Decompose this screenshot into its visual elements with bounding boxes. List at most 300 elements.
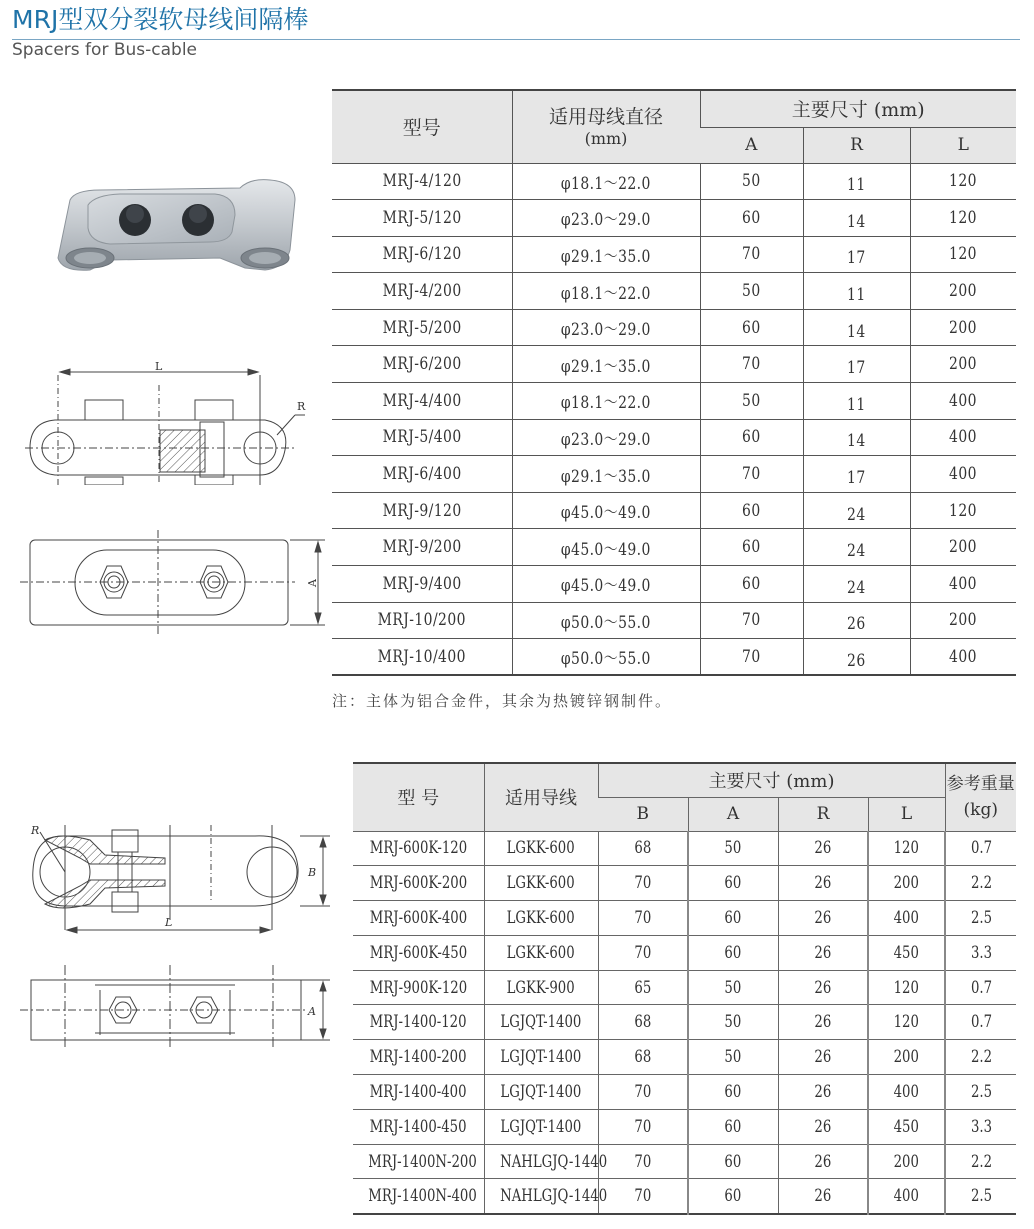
cell-l-text: 400 [949,646,978,667]
table-row [353,935,1016,970]
cell-r-text: 26 [814,1081,832,1102]
dim-L-label: L [155,360,163,373]
cell-a-text: 60 [742,573,761,594]
cell-weight-text: 0.7 [970,977,992,998]
cell-l-text: 400 [949,573,978,594]
cell-model [332,492,512,529]
cell-model [332,602,512,639]
cell-diameter [512,346,700,383]
cell-r [803,639,910,676]
cell-model-text: MRJ-10/200 [377,610,466,631]
table-row [353,1109,1016,1144]
cell-a [688,1144,778,1179]
cell-l [910,163,1016,200]
cell-r-text: 24 [847,541,866,562]
cell-r-text: 26 [814,1186,832,1207]
cell-b [598,1075,688,1110]
col-header-diameter-label: 适用母线直径 [548,105,663,128]
cell-a [700,639,803,676]
cell-l [910,273,1016,310]
cell-model-text: MRJ-600K-400 [369,907,467,928]
cell-l [910,456,1016,493]
cell-conductor [484,901,598,936]
cell-b [598,831,688,866]
cell-a [688,901,778,936]
cell-a-text: 70 [742,464,761,485]
cell-diameter [512,529,700,566]
table-row [332,456,1016,493]
cell-b [598,935,688,970]
table-row [332,273,1016,310]
cell-a [700,456,803,493]
cell-weight-text: 0.7 [970,838,992,859]
table-row [332,492,1016,529]
cell-b [598,1040,688,1075]
cell-model-text: MRJ-4/120 [382,171,462,192]
cell-weight-text: 3.3 [970,942,992,963]
cell-a [700,273,803,310]
cell-b-text: 70 [634,907,652,928]
table-row [332,236,1016,273]
cell-model [332,309,512,346]
cell-r [803,273,910,310]
cell-l [868,901,945,936]
cell-model [353,831,484,866]
cell-b-text: 70 [634,942,652,963]
dim-B-label: B [308,866,317,879]
spec-table-2 [353,762,1016,1215]
table-row [332,163,1016,200]
cell-model [353,1179,484,1214]
cell-b-text: 70 [634,1151,652,1172]
col-header-R-2: R [778,797,868,831]
cell-conductor [484,1109,598,1144]
cell-a [700,419,803,456]
cell-diameter [512,602,700,639]
col-header-diameter [512,90,700,163]
cell-l [910,309,1016,346]
cell-a [700,602,803,639]
cell-l-text: 400 [893,907,920,928]
cell-b [598,1179,688,1214]
cell-diameter [512,492,700,529]
cell-r-text: 24 [847,577,866,598]
cell-diameter-text: φ45.0～49.0 [561,539,651,560]
cell-diameter [512,383,700,420]
cell-model-text: MRJ-5/120 [382,207,462,228]
cell-a-text: 60 [742,427,761,448]
cell-conductor [484,1075,598,1110]
cell-a [688,831,778,866]
dim-R-label: R [297,400,306,413]
cell-r [778,935,868,970]
cell-diameter [512,236,700,273]
cell-r-text: 14 [847,431,866,452]
cell-b [598,1144,688,1179]
cell-a [688,970,778,1005]
cell-diameter [512,419,700,456]
cell-model [332,419,512,456]
cell-conductor [484,831,598,866]
cell-conductor-text: LGJQT-1400 [500,1012,582,1033]
cell-l-text: 120 [949,207,978,228]
cell-model [353,1040,484,1075]
cell-r-text: 24 [847,504,866,525]
cell-r [778,1109,868,1144]
cell-a-text: 60 [724,1116,742,1137]
drawing2-side-view [15,820,345,940]
cell-r [803,200,910,237]
title-divider [12,39,1020,40]
cell-diameter-text: φ18.1～22.0 [561,173,651,194]
cell-a [700,566,803,603]
cell-r [803,419,910,456]
drawing2-top-view [15,965,345,1050]
cell-r [778,1075,868,1110]
cell-diameter [512,309,700,346]
cell-diameter-text: φ23.0～29.0 [561,429,651,450]
cell-r [778,1040,868,1075]
cell-r [803,383,910,420]
cell-a-text: 60 [724,1186,742,1207]
cell-model [353,1075,484,1110]
cell-l-text: 120 [893,1012,920,1033]
cell-diameter-text: φ29.1～35.0 [561,356,651,377]
col-header-B-2: B [598,797,688,831]
cell-model-text: MRJ-9/200 [382,537,462,558]
cell-l [868,1179,945,1214]
cell-l [868,1144,945,1179]
cell-l-text: 400 [949,427,978,448]
cell-r-text: 17 [847,358,866,379]
cell-r-text: 26 [814,1047,832,1068]
cell-model [353,1144,484,1179]
cell-diameter [512,163,700,200]
cell-conductor-text: NAHLGJQ-1440 [499,1186,607,1207]
cell-b [598,970,688,1005]
cell-a [700,492,803,529]
cell-a-text: 50 [724,1012,742,1033]
cell-l-text: 120 [893,838,920,859]
cell-conductor-text: NAHLGJQ-1440 [499,1151,607,1172]
cell-a [688,1040,778,1075]
cell-weight [945,831,1016,866]
table-row [332,639,1016,676]
cell-conductor-text: LGJQT-1400 [500,1116,582,1137]
cell-r [778,1005,868,1040]
cell-weight-text: 2.5 [970,1081,992,1102]
col-header-A: A [700,127,803,163]
cell-diameter [512,566,700,603]
cell-l [910,492,1016,529]
cell-l [868,831,945,866]
title-block [12,4,1022,62]
cell-diameter-text: φ45.0～49.0 [561,576,651,597]
cell-a-text: 50 [742,281,761,302]
cell-model-text: MRJ-600K-450 [369,942,467,963]
cell-weight-text: 2.2 [970,873,992,894]
cell-r [803,529,910,566]
material-note: 注：主体为铝合金件，其余为热镀锌钢制件。 [332,692,673,710]
table-row [332,602,1016,639]
col-header-L-2: L [868,797,945,831]
cell-r-text: 26 [814,942,832,963]
cell-model-text: MRJ-600K-120 [369,838,467,859]
cell-l-text: 200 [949,537,978,558]
cell-l-text: 120 [893,977,920,998]
cell-a-text: 60 [724,1081,742,1102]
cell-a [688,935,778,970]
cell-r [803,236,910,273]
cell-weight [945,1144,1016,1179]
cell-conductor-text: LGJQT-1400 [500,1047,582,1068]
cell-diameter-text: φ45.0～49.0 [561,503,651,524]
cell-l-text: 200 [893,1047,920,1068]
cell-weight [945,1109,1016,1144]
table-row [332,200,1016,237]
cell-diameter [512,456,700,493]
cell-l [868,1040,945,1075]
cell-a-text: 50 [724,1047,742,1068]
cell-r [778,866,868,901]
cell-l [910,639,1016,676]
cell-model [353,1109,484,1144]
cell-r [803,309,910,346]
cell-a [700,163,803,200]
drawing1-side-view [15,360,335,485]
cell-r-text: 14 [847,211,866,232]
cell-a [700,309,803,346]
cell-l-text: 200 [893,873,920,894]
cell-model-text: MRJ-1400-120 [369,1012,467,1033]
cell-model-text: MRJ-1400N-400 [368,1186,477,1207]
cell-l-text: 400 [893,1081,920,1102]
cell-a-text: 70 [742,244,761,265]
cell-weight-text: 0.7 [970,1012,992,1033]
cell-r-text: 26 [814,838,832,859]
cell-b-text: 70 [634,1186,652,1207]
cell-diameter-text: φ23.0～29.0 [561,320,651,341]
cell-weight [945,1075,1016,1110]
table-row [332,309,1016,346]
cell-l-text: 450 [893,1116,920,1137]
cell-a-text: 60 [724,942,742,963]
cell-weight-text: 2.5 [970,907,992,928]
cell-a-text: 60 [742,500,761,521]
cell-diameter-text: φ18.1～22.0 [561,393,651,414]
cell-l [910,200,1016,237]
cell-conductor-text: LGKK-900 [506,977,576,998]
cell-model-text: MRJ-5/400 [382,427,462,448]
cell-r [778,831,868,866]
cell-model-text: MRJ-9/400 [382,573,462,594]
col-header-weight-unit: (kg) [963,800,998,821]
cell-r-text: 26 [847,650,866,671]
cell-r-text: 26 [814,1012,832,1033]
cell-model-text: MRJ-1400-200 [369,1047,467,1068]
cell-weight-text: 2.5 [970,1186,992,1207]
cell-l-text: 400 [949,390,978,411]
cell-model-text: MRJ-1400-400 [369,1081,467,1102]
cell-l [868,1109,945,1144]
col-header-L: L [910,127,1016,163]
cell-b [598,1005,688,1040]
table-row [353,1075,1016,1110]
dim-A-label: A [306,579,319,587]
table-row [353,901,1016,936]
cell-l [910,529,1016,566]
cell-a [688,1109,778,1144]
cell-model [332,200,512,237]
cell-a-text: 50 [724,838,742,859]
table-row [353,866,1016,901]
col-header-dims-2: 主要尺寸 (mm) [598,763,945,797]
cell-l-text: 450 [893,942,920,963]
col-header-R: R [803,127,910,163]
dim-A-label-2: A [308,1005,316,1018]
cell-a-text: 60 [742,317,761,338]
cell-diameter-text: φ29.1～35.0 [561,466,651,487]
cell-l-text: 200 [949,317,978,338]
cell-diameter [512,200,700,237]
cell-conductor [484,1005,598,1040]
cell-model [332,163,512,200]
cell-l-text: 200 [893,1151,920,1172]
cell-r-text: 17 [847,248,866,269]
cell-model [353,935,484,970]
cell-model [332,639,512,676]
col-header-diameter-unit: (mm) [584,128,628,148]
spacer-photo [50,170,310,280]
cell-r [803,492,910,529]
cell-diameter [512,273,700,310]
cell-model [353,901,484,936]
cell-l [910,236,1016,273]
cell-a [700,200,803,237]
cell-model [332,456,512,493]
cell-a-text: 60 [724,907,742,928]
cell-conductor [484,1040,598,1075]
cell-weight-text: 2.2 [970,1047,992,1068]
cell-r-text: 11 [847,175,866,196]
cell-diameter-text: φ29.1～35.0 [561,246,651,267]
cell-l [868,970,945,1005]
drawing1-top-view [15,530,335,635]
cell-b [598,1109,688,1144]
cell-a-text: 70 [742,610,761,631]
cell-model-text: MRJ-10/400 [377,646,466,667]
cell-model-text: MRJ-6/200 [382,354,462,375]
cell-r [778,970,868,1005]
cell-weight [945,935,1016,970]
table-row [353,1144,1016,1179]
cell-l [910,602,1016,639]
cell-l-text: 200 [949,281,978,302]
cell-weight [945,901,1016,936]
cell-r-text: 11 [847,394,866,415]
cell-diameter-text: φ18.1～22.0 [561,283,651,304]
cell-a [700,529,803,566]
cell-r [778,1144,868,1179]
cell-b-text: 70 [634,1081,652,1102]
cell-r-text: 11 [847,285,866,306]
cell-r-text: 26 [814,1151,832,1172]
cell-l [910,346,1016,383]
table-row [332,383,1016,420]
cell-r [803,566,910,603]
cell-a-text: 60 [742,537,761,558]
cell-diameter-text: φ50.0～55.0 [561,649,651,670]
cell-a-text: 60 [724,873,742,894]
cell-a-text: 50 [742,171,761,192]
cell-l-text: 400 [949,464,978,485]
cell-conductor [484,935,598,970]
cell-b-text: 68 [634,1012,652,1033]
table-row [353,970,1016,1005]
col-header-dims: 主要尺寸 (mm) [700,90,1016,127]
cell-model [332,346,512,383]
table-row [332,566,1016,603]
cell-l-text: 120 [949,171,978,192]
cell-a [700,346,803,383]
table-row [353,831,1016,866]
col-header-model: 型号 [332,90,512,163]
cell-b [598,866,688,901]
cell-l-text: 200 [949,610,978,631]
cell-l [868,935,945,970]
cell-b [598,901,688,936]
spec-table-1 [332,89,1016,676]
cell-l-text: 400 [893,1186,920,1207]
col-header-weight-label: 参考重量 [946,774,1015,795]
cell-model-text: MRJ-4/200 [382,281,462,302]
cell-weight-text: 2.2 [970,1151,992,1172]
cell-model [332,273,512,310]
cell-l [910,566,1016,603]
cell-model [332,529,512,566]
cell-weight [945,1179,1016,1214]
cell-b-text: 68 [634,838,652,859]
cell-model-text: MRJ-6/120 [382,244,462,265]
table-row [353,1040,1016,1075]
col-header-weight [945,763,1016,831]
cell-r-text: 26 [814,873,832,894]
cell-l [868,1075,945,1110]
cell-b-text: 65 [634,977,652,998]
cell-model-text: MRJ-600K-200 [369,873,467,894]
cell-r-text: 14 [847,321,866,342]
cell-conductor [484,970,598,1005]
cell-a-text: 70 [742,354,761,375]
cell-a-text: 50 [742,390,761,411]
cell-conductor [484,1144,607,1179]
table-row [332,529,1016,566]
cell-l-text: 200 [949,354,978,375]
cell-a-text: 50 [724,977,742,998]
cell-conductor [484,866,598,901]
cell-conductor-text: LGKK-600 [506,873,576,894]
cell-r-text: 26 [814,1116,832,1137]
cell-diameter [512,639,700,676]
cell-r [803,456,910,493]
col-header-model-2: 型 号 [353,763,484,831]
dim-R-label-2: R [31,824,40,837]
cell-a [700,236,803,273]
col-header-A-2: A [688,797,778,831]
cell-r [803,602,910,639]
cell-a [688,1005,778,1040]
cell-r-text: 17 [847,468,866,489]
